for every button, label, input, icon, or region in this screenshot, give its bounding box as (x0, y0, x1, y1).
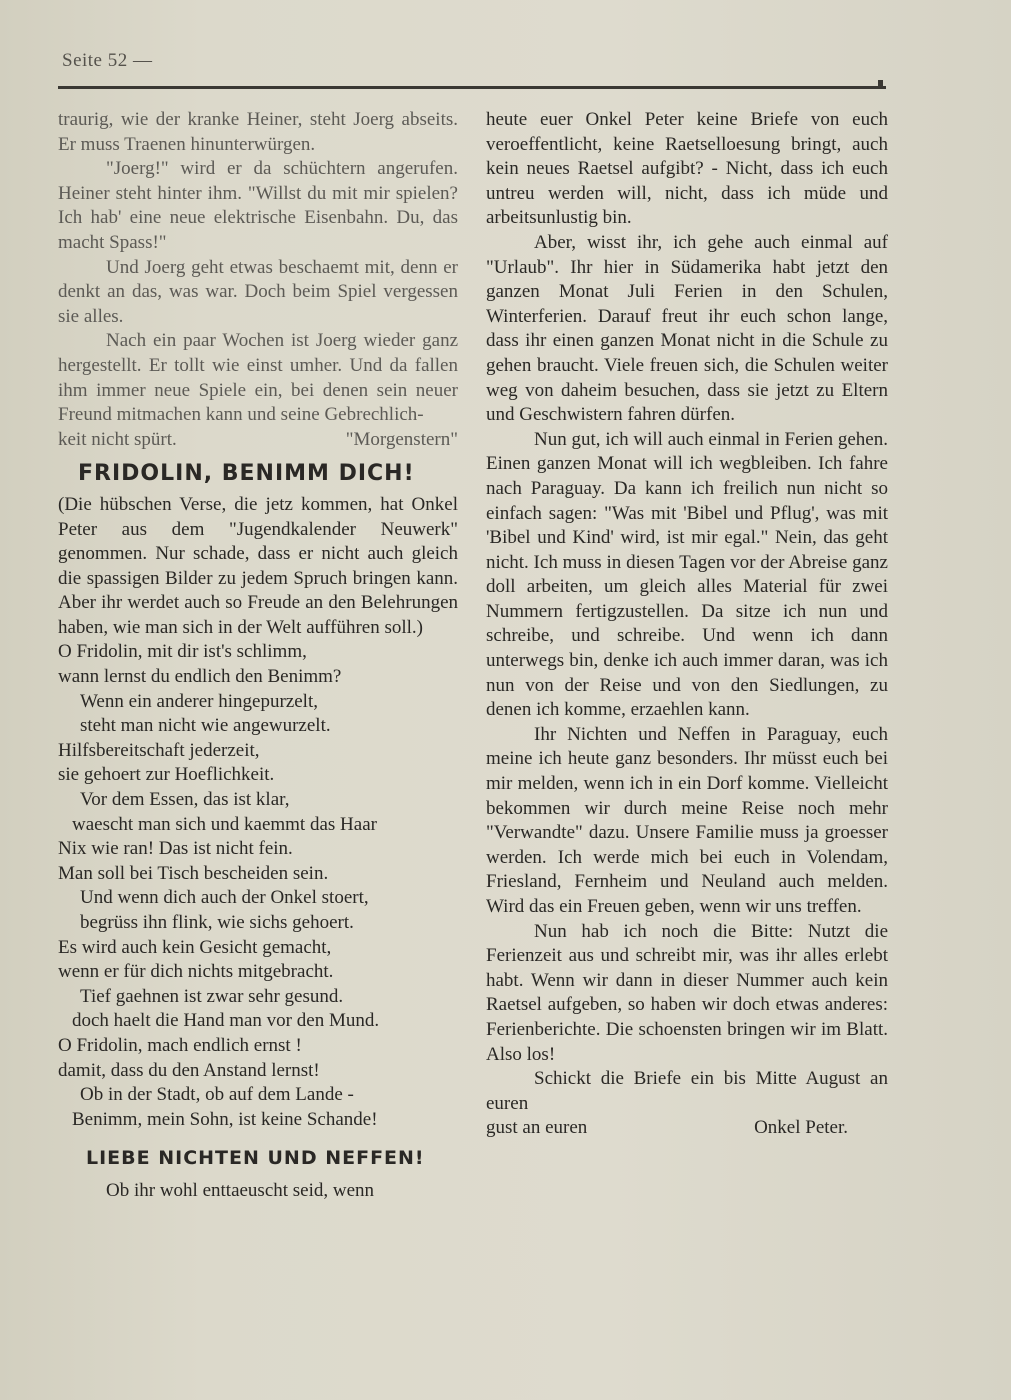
verse-line: Es wird auch kein Gesicht gemacht, (58, 936, 332, 958)
verse-line: damit, dass du den Anstand lernst! (58, 1059, 320, 1081)
closing-left: gust an euren (486, 1117, 588, 1139)
verse-line: Benimm, mein Sohn, ist keine Schande! (72, 1108, 378, 1130)
letter-heading: LIEBE NICHTEN UND NEFFEN! (86, 1147, 425, 1170)
closing-signature: Onkel Peter. (754, 1117, 848, 1139)
verse-line: waescht man sich und kaemmt das Haar (72, 813, 377, 835)
verse-line: wann lernst du endlich den Benimm? (58, 666, 342, 688)
fridolin-intro: (Die hübschen Verse, die jetz kommen, hat Onkel Peter aus dem "Jugendkalender Neuwerk" genommen. Nur schade, dass er nicht auch gleich die spassigen Bilder zu jedem Spruch bringen kann. Aber ihr werdet auch so Freude an den Belehrungen haben, wie man sich in der Welt aufführen soll.) (58, 493, 458, 638)
letter-paragraph: Ihr Nichten und Neffen in Paraguay, euch meine ich heute ganz besonders. Ihr müsst euch bei mir melden, wenn ich in ein Dorf komme. Vielleicht bekommen wir durch meine Reise noch mehr "Verwandte" dazu. Unsere Familie muss ja groesser werden. Ich werde mich bei euch in Volendam, Friesland, Fernheim und Neuland auch melden. Wird das ein Freuen geben, wenn wir uns treffen. (486, 723, 888, 917)
story-signature-line (58, 428, 458, 453)
letter-paragraph-closing: Schickt die Briefe ein bis Mitte August an euren (486, 1068, 888, 1114)
fridolin-heading: FRIDOLIN, BENIMM DICH! (78, 461, 415, 487)
letter-paragraph: Nun gut, ich will auch einmal in Ferien gehen. Einen ganzen Monat will ich wegbleiben. Ich fahre nach Paraguay. Da kann ich freilich nun nicht so einfach sagen: "Was mit 'Bibel und Pflug', was mit 'Bibel und Kind' wird, ist mir egal." Nein, das geht nicht. Ich muss in diesen Tagen vor der Abreise ganz doll arbeiten, um gleich alles Material für zwei Nummern fertigzustellen. Da sitze ich nun und schreibe, und schreibe. Und wenn ich dann unterwegs bin, denke ich auch immer daran, was ich nun von der Reise und von den Siedlungen, zu denen ich komme, erzaehlen kann. (486, 428, 888, 721)
verse-line: Hilfsbereitschaft jederzeit, (58, 739, 260, 761)
story-paragraph: traurig, wie der kranke Heiner, steht Joerg abseits. Er muss Traenen hinunterwürgen. (58, 109, 458, 155)
verse-line: Wenn ein anderer hingepurzelt, (80, 690, 318, 712)
verse-line: O Fridolin, mit dir ist's schlimm, (58, 641, 307, 663)
letter-paragraph: heute euer Onkel Peter keine Briefe von euch veroeffentlicht, keine Raetselloesung bringt, auch kein neues Raetsel aufgibt? - Nicht, dass ich euch untreu werden will, nicht, dass ich müde und arbeitsunlustig bin. (486, 109, 888, 229)
verse-line: Man soll bei Tisch bescheiden sein. (58, 862, 329, 884)
verse-line: doch haelt die Hand man vor den Mund. (72, 1010, 380, 1032)
left-column (58, 108, 458, 1204)
verse-line: begrüss ihn flink, wie sichs gehoert. (80, 912, 354, 933)
verse-line: Vor dem Essen, das ist klar, (80, 789, 290, 811)
verse-line: wenn er für dich nichts mitgebracht. (58, 961, 334, 983)
story-paragraph: Nach ein paar Wochen ist Joerg wieder ganz hergestellt. Er tollt wie einst umher. Und da fallen ihm immer neue Spiele ein, bei denen sein neuer Freund mitmachen kann und seine Gebrechlich- (58, 330, 458, 426)
closing-line (486, 1116, 888, 1141)
verse-block (58, 640, 458, 1132)
letter-paragraph: Nun hab ich noch die Bitte: Nutzt die Ferienzeit aus und schreibt mir, was ihr alles erlebt habt. Wenn wir dann in dieser Nummer auch kein Raetsel aufgeben, so haben wir doch etwas anderes: Ferienberichte. Die schoensten bringen wir im Blatt. Also los! (486, 920, 888, 1065)
page-number-header: Seite 52 — (62, 50, 153, 71)
story-last-line: keit nicht spürt. (58, 428, 177, 450)
header-rule (58, 86, 886, 89)
letter-paragraph: Aber, wisst ihr, ich gehe auch einmal auf "Urlaub". Ihr hier in Südamerika habt jetzt den ganzen Monat Juli Ferien in den Schulen, Winterferien. Darauf freut ihr euch schon lange, dass ihr einen ganzen Monat nicht in die Schule zu gehen braucht. Viele freuen sich, die Schulen weiter weg von daheim besuchen, dass sie jetzt zu Eltern und Geschwistern fahren dürfen. (486, 231, 888, 426)
story-signature: "Morgenstern" (345, 428, 458, 450)
verse-line: Ob in der Stadt, ob auf dem Lande - (80, 1084, 354, 1106)
verse-line: Tief gaehnen ist zwar sehr gesund. (80, 985, 344, 1007)
letter-first-line: Ob ihr wohl enttaeuscht seid, wenn (106, 1179, 375, 1201)
verse-line: Und wenn dich auch der Onkel stoert, (80, 887, 369, 909)
verse-line: O Fridolin, mach endlich ernst ! (58, 1034, 302, 1056)
story-paragraph: Und Joerg geht etwas beschaemt mit, denn er denkt an das, was war. Doch beim Spiel vergessen sie alles. (58, 256, 458, 327)
header-rule-mark (878, 80, 883, 88)
verse-line: Nix wie ran! Das ist nicht fein. (58, 838, 293, 860)
story-paragraph: "Joerg!" wird er da schüchtern angerufen. Heiner steht hinter ihm. "Willst du mit mir spielen? Ich hab' eine neue elektrische Eisenbahn. Du, das macht Spass!" (58, 158, 458, 253)
right-column (486, 108, 888, 1141)
verse-line: steht man nicht wie angewurzelt. (80, 715, 331, 737)
verse-line: sie gehoert zur Hoeflichkeit. (58, 764, 275, 786)
